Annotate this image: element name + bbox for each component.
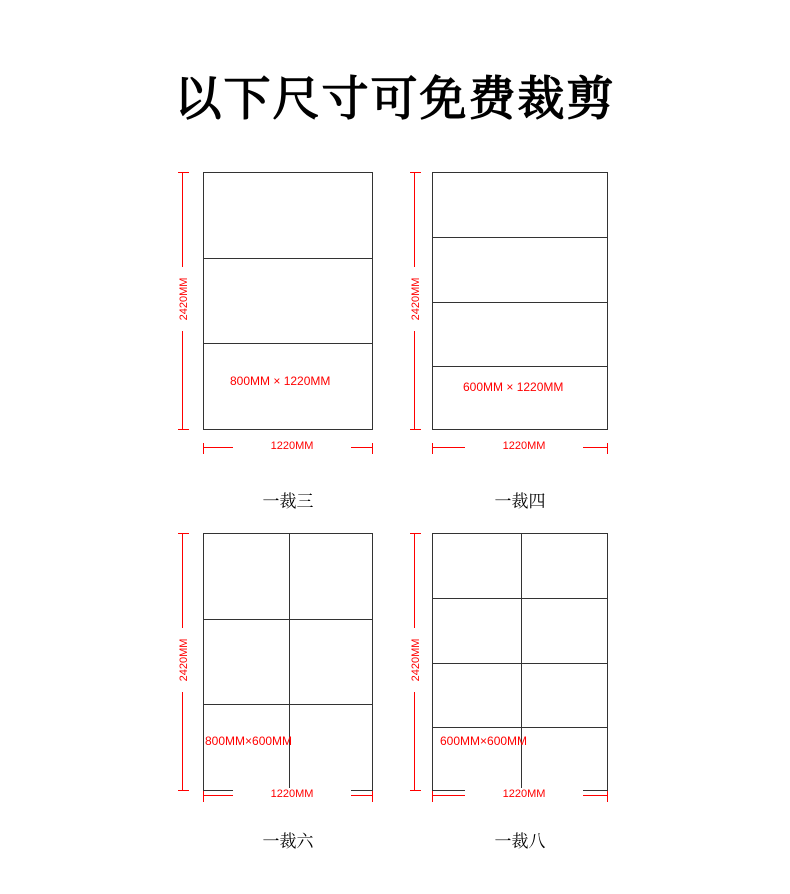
cut-line-horizontal (204, 704, 372, 705)
piece-size-label: 600MM×600MM (440, 734, 528, 748)
cut-line-horizontal (433, 727, 607, 728)
piece-size-label: 600MM × 1220MM (463, 380, 564, 394)
cut-line-vertical (289, 534, 290, 790)
panel-caption: 一裁三 (262, 492, 314, 512)
width-dimension-label: 1220MM (465, 440, 583, 452)
height-dimension-label: 2420MM (410, 628, 422, 692)
height-dimension-label: 2420MM (410, 267, 422, 331)
piece-size-label: 800MM × 1220MM (230, 374, 331, 388)
height-dimension-label: 2420MM (178, 628, 190, 692)
sheet-outline (432, 533, 608, 791)
page-title: 以下尺寸可免费裁剪 (174, 72, 616, 127)
sheet-outline (203, 533, 373, 791)
panel-caption: 一裁六 (262, 832, 314, 852)
panel-caption: 一裁四 (494, 492, 546, 512)
sheet-outline (203, 172, 373, 430)
cut-line-horizontal (433, 663, 607, 664)
cut-line-horizontal (204, 343, 372, 344)
cut-line-horizontal (433, 302, 607, 303)
height-dimension-label: 2420MM (178, 267, 190, 331)
cut-line-horizontal (433, 366, 607, 367)
width-dimension-label: 1220MM (233, 440, 351, 452)
width-dimension-label: 1220MM (233, 788, 351, 800)
cut-line-horizontal (433, 598, 607, 599)
cut-line-vertical (521, 534, 522, 790)
cut-line-horizontal (433, 237, 607, 238)
cut-line-horizontal (204, 258, 372, 259)
piece-size-label: 800MM×600MM (205, 734, 293, 748)
panel-caption: 一裁八 (494, 832, 546, 852)
width-dimension-label: 1220MM (465, 788, 583, 800)
cut-line-horizontal (204, 619, 372, 620)
